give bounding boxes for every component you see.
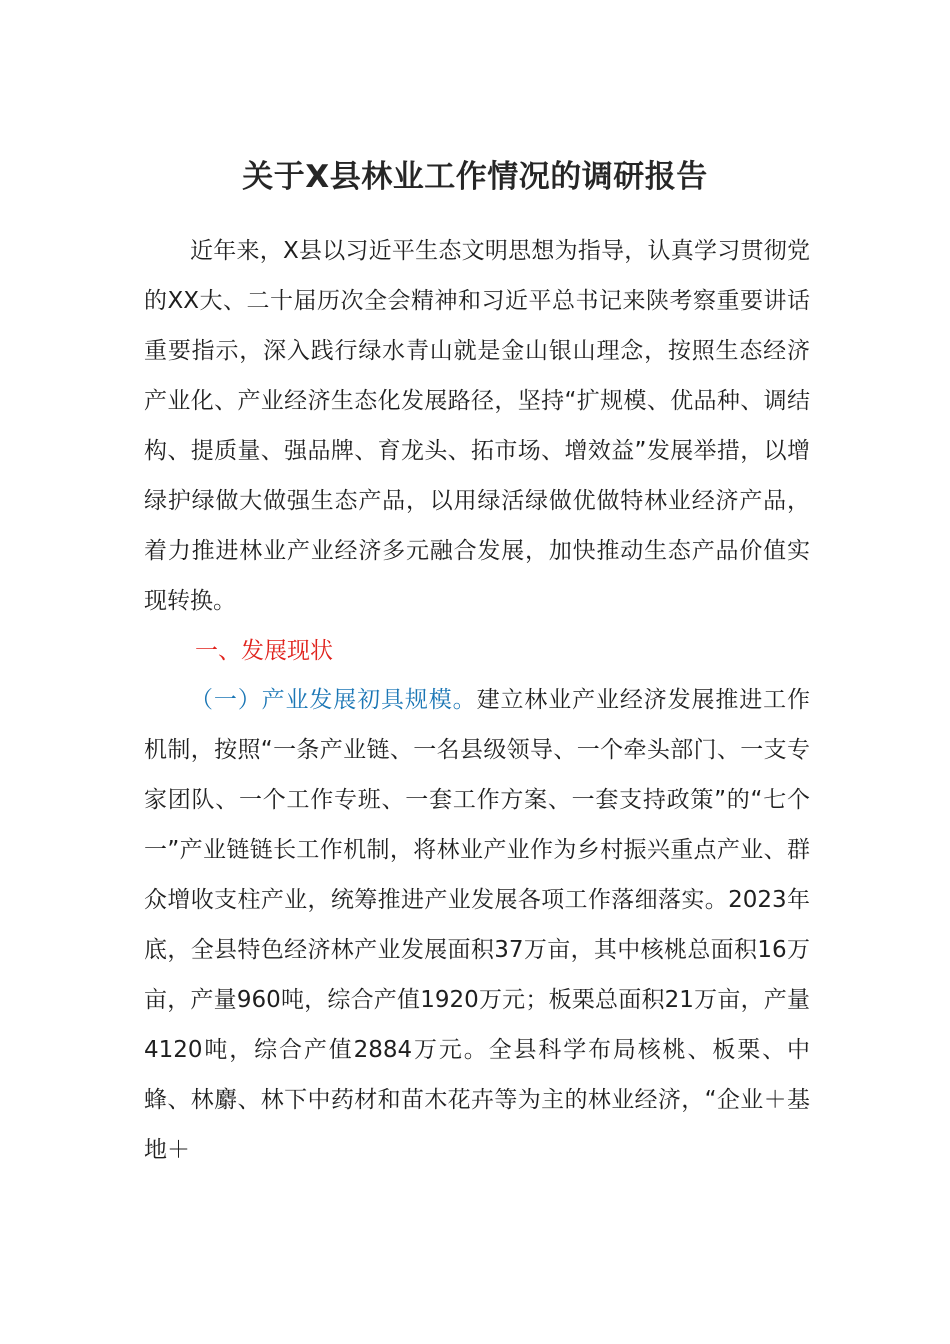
intro-paragraph: 近年来，X县以习近平生态文明思想为指导，认真学习贯彻党的XX大、二十届历次全会精神和习近平总书记来陕考察重要讲话重要指示，深入践行绿水青山就是金山银山理念，按照生态经济产业化、产业经济生态化发展路径，坚持“扩规模、优品种、调结构、提质量、强品牌、育龙头、拓市场、增效益”发展举措，以增绿护绿做大做强生态产品，以用绿活绿做优做特林业经济产品，着力推进林业产业经济多元融合发展，加快推动生态产品价值实现转换。: [144, 238, 810, 614]
section-heading-status: 一、发展现状: [195, 638, 333, 664]
subsection-paragraph-scale: [144, 675, 810, 1175]
subsection-text-scale: 建立林业产业经济发展推进工作机制，按照“一条产业链、一名县级领导、一个牵头部门、一支专家团队、一个工作专班、一套工作方案、一套支持政策”的“七个一”产业链链长工作机制，将林业产业作为乡村振兴重点产业、群众增收支柱产业，统筹推进产业发展各项工作落细落实。2023年底，全县特色经济林产业发展面积37万亩，其中核桃总面积16万亩，产量960吨，综合产值1920万元；板栗总面积21万亩，产量4120吨，综合产值2884万元。全县科学布局核桃、板栗、中蜂、林麝、林下中药材和苗木花卉等为主的林业经济，“企业＋基地＋: [144, 687, 811, 1163]
document-title: 关于X县林业工作情况的调研报告: [242, 159, 708, 195]
subsection-heading-scale: （一）产业发展初具规模。: [190, 687, 477, 713]
